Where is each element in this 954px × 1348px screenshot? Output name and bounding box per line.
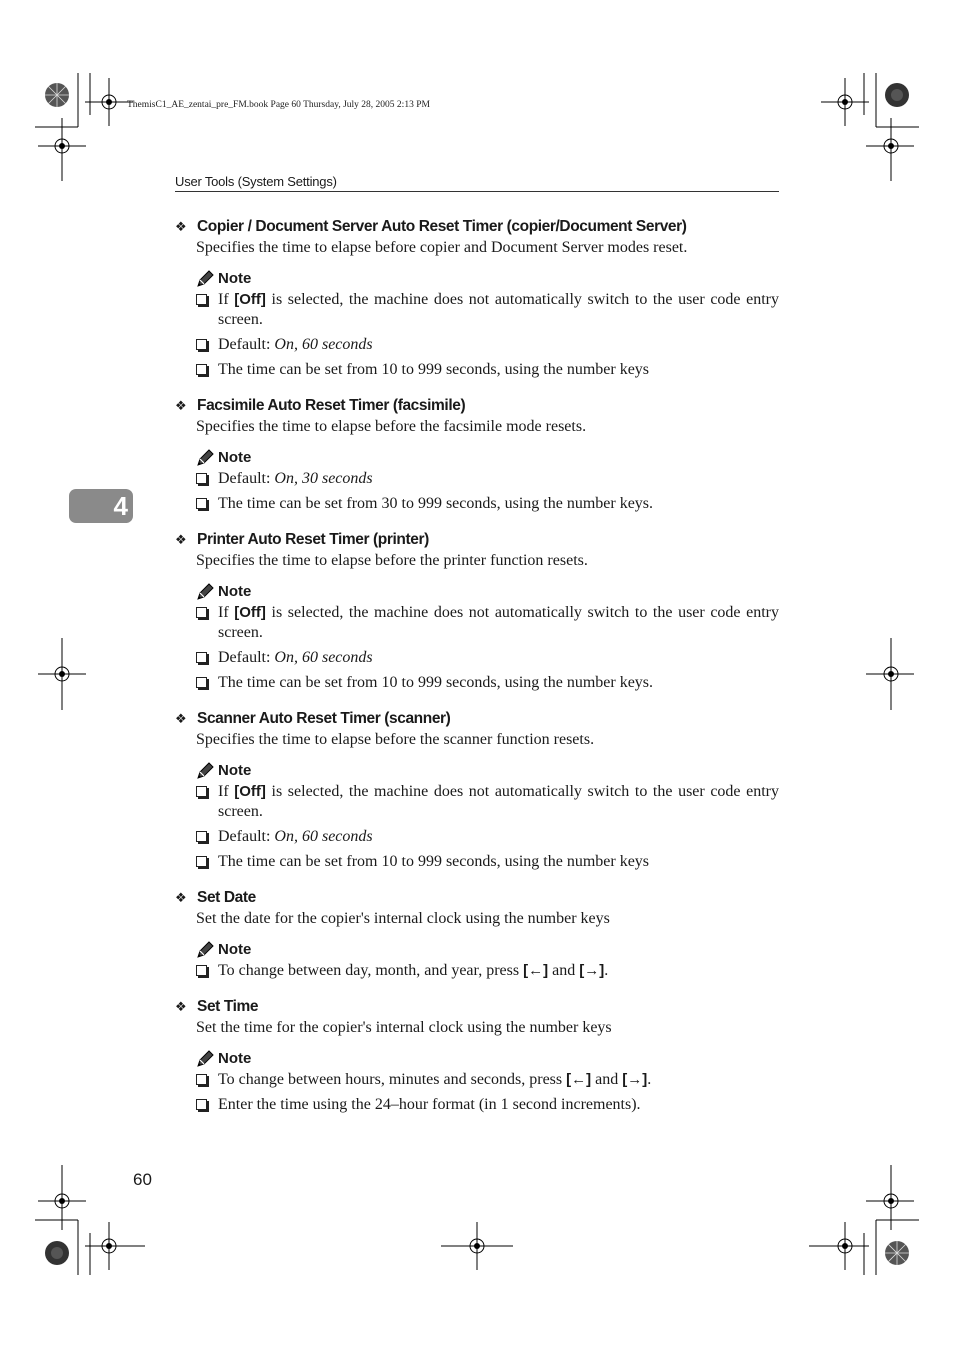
section-description: Specifies the time to elapse before the facsimile mode resets. [196, 418, 587, 435]
note-text: . [604, 962, 609, 979]
note-list [175, 961, 779, 981]
note-text: To change between day, month, and year, press [218, 962, 524, 979]
main-content [175, 216, 779, 1130]
section-heading [175, 395, 779, 417]
checkbox-bullet-icon [196, 473, 207, 484]
setting-section [175, 708, 779, 872]
note-text: If [218, 291, 235, 308]
note-item [196, 1070, 779, 1090]
note-label: Note [218, 762, 252, 779]
diamond-bullet-icon: ❖ [175, 219, 187, 234]
note-heading [196, 1048, 779, 1070]
section-title: Printer Auto Reset Timer (printer) [197, 531, 429, 548]
note-text: If [218, 783, 235, 800]
section-title: Facsimile Auto Reset Timer (facsimile) [197, 397, 466, 414]
note-text: If [218, 604, 235, 621]
checkbox-bullet-icon [196, 339, 207, 350]
checkbox-bullet-icon [196, 652, 207, 663]
checkbox-bullet-icon [196, 1074, 207, 1085]
pencil-icon [196, 941, 215, 959]
key-label: [Off] [234, 783, 266, 800]
key-label: [←] [523, 962, 549, 979]
key-label: [←] [566, 1071, 592, 1088]
note-item [196, 603, 779, 643]
note-item [196, 961, 779, 981]
note-label: Note [218, 941, 252, 958]
note-heading [196, 939, 779, 961]
checkbox-bullet-icon [196, 1099, 207, 1110]
setting-section [175, 529, 779, 693]
note-text: The time can be set from 30 to 999 seconds, using the number keys. [218, 495, 654, 512]
note-item [196, 335, 779, 355]
note-item [196, 360, 779, 380]
note-text: To change between hours, minutes and seconds, press [218, 1071, 567, 1088]
note-list [175, 469, 779, 514]
checkbox-bullet-icon [196, 677, 207, 688]
section-description: Set the date for the copier's internal clock using the number keys [196, 910, 610, 927]
setting-section [175, 216, 779, 380]
section-title: Scanner Auto Reset Timer (scanner) [197, 710, 451, 727]
section-description: Set the time for the copier's internal clock using the number keys [196, 1019, 612, 1036]
note-item [196, 469, 779, 489]
pencil-icon [196, 762, 215, 780]
note-list [175, 290, 779, 380]
section-description: Specifies the time to elapse before copier and Document Server modes reset. [196, 239, 688, 256]
checkbox-bullet-icon [196, 607, 207, 618]
default-value: On, 60 seconds [274, 828, 373, 845]
note-label: Note [218, 1050, 252, 1067]
diamond-bullet-icon: ❖ [175, 532, 187, 547]
note-text: The time can be set from 10 to 999 seconds, using the number keys. [218, 674, 654, 691]
note-text: and [591, 1071, 623, 1088]
checkbox-bullet-icon [196, 831, 207, 842]
key-label: [Off] [234, 291, 266, 308]
section-title: Set Time [197, 998, 259, 1015]
section-description: Specifies the time to elapse before the scanner function resets. [196, 731, 595, 748]
running-header: User Tools (System Settings) [175, 174, 779, 192]
section-heading [175, 996, 779, 1018]
checkbox-bullet-icon [196, 498, 207, 509]
section-title: Copier / Document Server Auto Reset Timer (copier/Document Server) [197, 218, 687, 235]
note-item [196, 827, 779, 847]
note-text: is selected, the machine does not automatically switch to the user code entry screen. [218, 604, 780, 641]
note-item [196, 782, 779, 822]
note-text: Default: [218, 828, 275, 845]
note-heading [196, 268, 779, 290]
note-item [196, 494, 779, 514]
key-label: [→] [579, 962, 605, 979]
default-value: On, 30 seconds [274, 470, 373, 487]
section-heading [175, 708, 779, 730]
note-item [196, 673, 779, 693]
chapter-tab: 4 [69, 489, 133, 523]
section-title: Set Date [197, 889, 256, 906]
setting-section [175, 996, 779, 1115]
diamond-bullet-icon: ❖ [175, 711, 187, 726]
note-heading [196, 447, 779, 469]
note-text: Enter the time using the 24–hour format (in 1 second increments). [218, 1096, 641, 1113]
note-label: Note [218, 583, 252, 600]
section-heading [175, 529, 779, 551]
checkbox-bullet-icon [196, 856, 207, 867]
checkbox-bullet-icon [196, 965, 207, 976]
checkbox-bullet-icon [196, 294, 207, 305]
checkbox-bullet-icon [196, 364, 207, 375]
note-item [196, 852, 779, 872]
note-text: and [548, 962, 580, 979]
note-text: is selected, the machine does not automatically switch to the user code entry screen. [218, 291, 780, 328]
note-text: Default: [218, 470, 275, 487]
section-description: Specifies the time to elapse before the printer function resets. [196, 552, 588, 569]
note-text: . [647, 1071, 652, 1088]
diamond-bullet-icon: ❖ [175, 999, 187, 1014]
note-item [196, 648, 779, 668]
page-number: 60 [133, 1170, 152, 1189]
section-heading [175, 887, 779, 909]
pencil-icon [196, 449, 215, 467]
note-label: Note [218, 270, 252, 287]
note-item [196, 1095, 779, 1115]
default-value: On, 60 seconds [274, 336, 373, 353]
note-list [175, 1070, 779, 1115]
checkbox-bullet-icon [196, 786, 207, 797]
note-text: The time can be set from 10 to 999 seconds, using the number keys [218, 853, 650, 870]
print-info-line: ThemisC1_AE_zentai_pre_FM.book Page 60 Thursday, July 28, 2005 2:13 PM [127, 100, 430, 110]
note-label: Note [218, 449, 252, 466]
note-text: Default: [218, 336, 275, 353]
note-list [175, 782, 779, 872]
key-label: [Off] [234, 604, 266, 621]
section-heading [175, 216, 779, 238]
note-heading [196, 760, 779, 782]
note-text: Default: [218, 649, 275, 666]
default-value: On, 60 seconds [274, 649, 373, 666]
note-heading [196, 581, 779, 603]
key-label: [→] [622, 1071, 648, 1088]
note-item [196, 290, 779, 330]
setting-section [175, 887, 779, 981]
pencil-icon [196, 583, 215, 601]
pencil-icon [196, 1050, 215, 1068]
note-text: The time can be set from 10 to 999 seconds, using the number keys [218, 361, 650, 378]
diamond-bullet-icon: ❖ [175, 398, 187, 413]
pencil-icon [196, 270, 215, 288]
note-list [175, 603, 779, 693]
note-text: is selected, the machine does not automatically switch to the user code entry screen. [218, 783, 780, 820]
diamond-bullet-icon: ❖ [175, 890, 187, 905]
setting-section [175, 395, 779, 514]
